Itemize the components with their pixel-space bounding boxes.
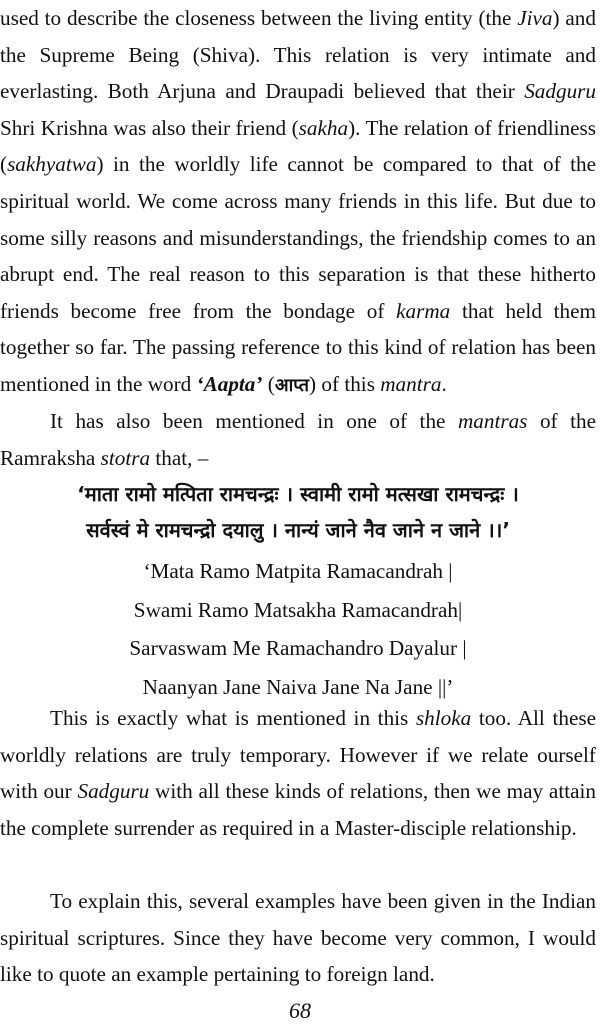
page-number: 68: [289, 998, 311, 1023]
sanskrit-verse-line-2: सर्वस्वं मे रामचन्द्रो दयालु । नान्यं जाने नैव जाने न जाने ।।’: [86, 518, 510, 542]
italic-term: mantra: [380, 371, 442, 396]
transliteration-line-1: ‘Mata Ramo Matpita Ramacandrah |: [143, 559, 453, 583]
transliteration-line-4: Naanyan Jane Naiva Jane Na Jane ||’: [142, 674, 454, 699]
italic-term: sakhyatwa: [7, 152, 97, 177]
italic-term: mantras: [457, 409, 528, 433]
devanagari-term: आप्त: [274, 374, 310, 396]
italic-term: Jiva: [517, 6, 553, 30]
italic-term: shloka: [415, 706, 472, 730]
transliteration-line-2: Swami Ramo Matsakha Ramacandrah|: [133, 597, 463, 622]
transliteration-line-3: Sarvaswam Me Ramachandro Dayalur |: [129, 636, 467, 660]
paragraph-examples: To explain this, several examples have been given in the Indian spiritual scriptures. Since they have become very common, I would like to quote an example pertaining to foreign land.: [0, 889, 596, 987]
sanskrit-verse-line-1: ‘माता रामो मत्पिता रामचन्द्रः । स्वामी रामो मत्सखा रामचन्द्रः ।: [77, 482, 519, 506]
italic-term: Sadguru: [524, 79, 596, 104]
emphasized-term: ‘Aapta’: [196, 371, 263, 396]
paragraph-shloka-explanation: This is exactly what is mentioned in this shloka too. All these worldly relations are truly temporary. However if we relate ourself with our Sadguru with all these kinds of relations, then we may attain the complete surrender as required in a Master-disciple relationship.: [0, 706, 596, 840]
transliteration-block: [0, 552, 596, 706]
italic-term: karma: [396, 298, 451, 323]
italic-term: stotra: [100, 445, 151, 470]
italic-term: Sadguru: [77, 779, 150, 804]
italic-term: sakha: [298, 115, 349, 140]
sanskrit-verse: [0, 476, 596, 548]
paragraph-closeness-relation: used to describe the closeness between the living entity (the Jiva) and the Supreme Being (Shiva). This relation is very intimate and everlasting. Both Arjuna and Draupadi believed that their Sadguru Shri Krishna was also their friend (sakha). The relation of friendliness (sakhyatwa) in the worldly life cannot be compared to that of the spiritual world. We come across many friends in this life. But due to some silly reasons and misunderstandings, the friendship comes to an abrupt end. The real reason to this separation is that these hitherto friends become free from the bondage of karma that held them together so far. The passing reference to this kind of relation has been mentioned in the word ‘Aapta’ (आप्त) of this mantra.: [0, 6, 597, 396]
paragraph-ramraksha-intro: It has also been mentioned in one of the mantras of the Ramraksha stotra that, –: [0, 409, 596, 470]
